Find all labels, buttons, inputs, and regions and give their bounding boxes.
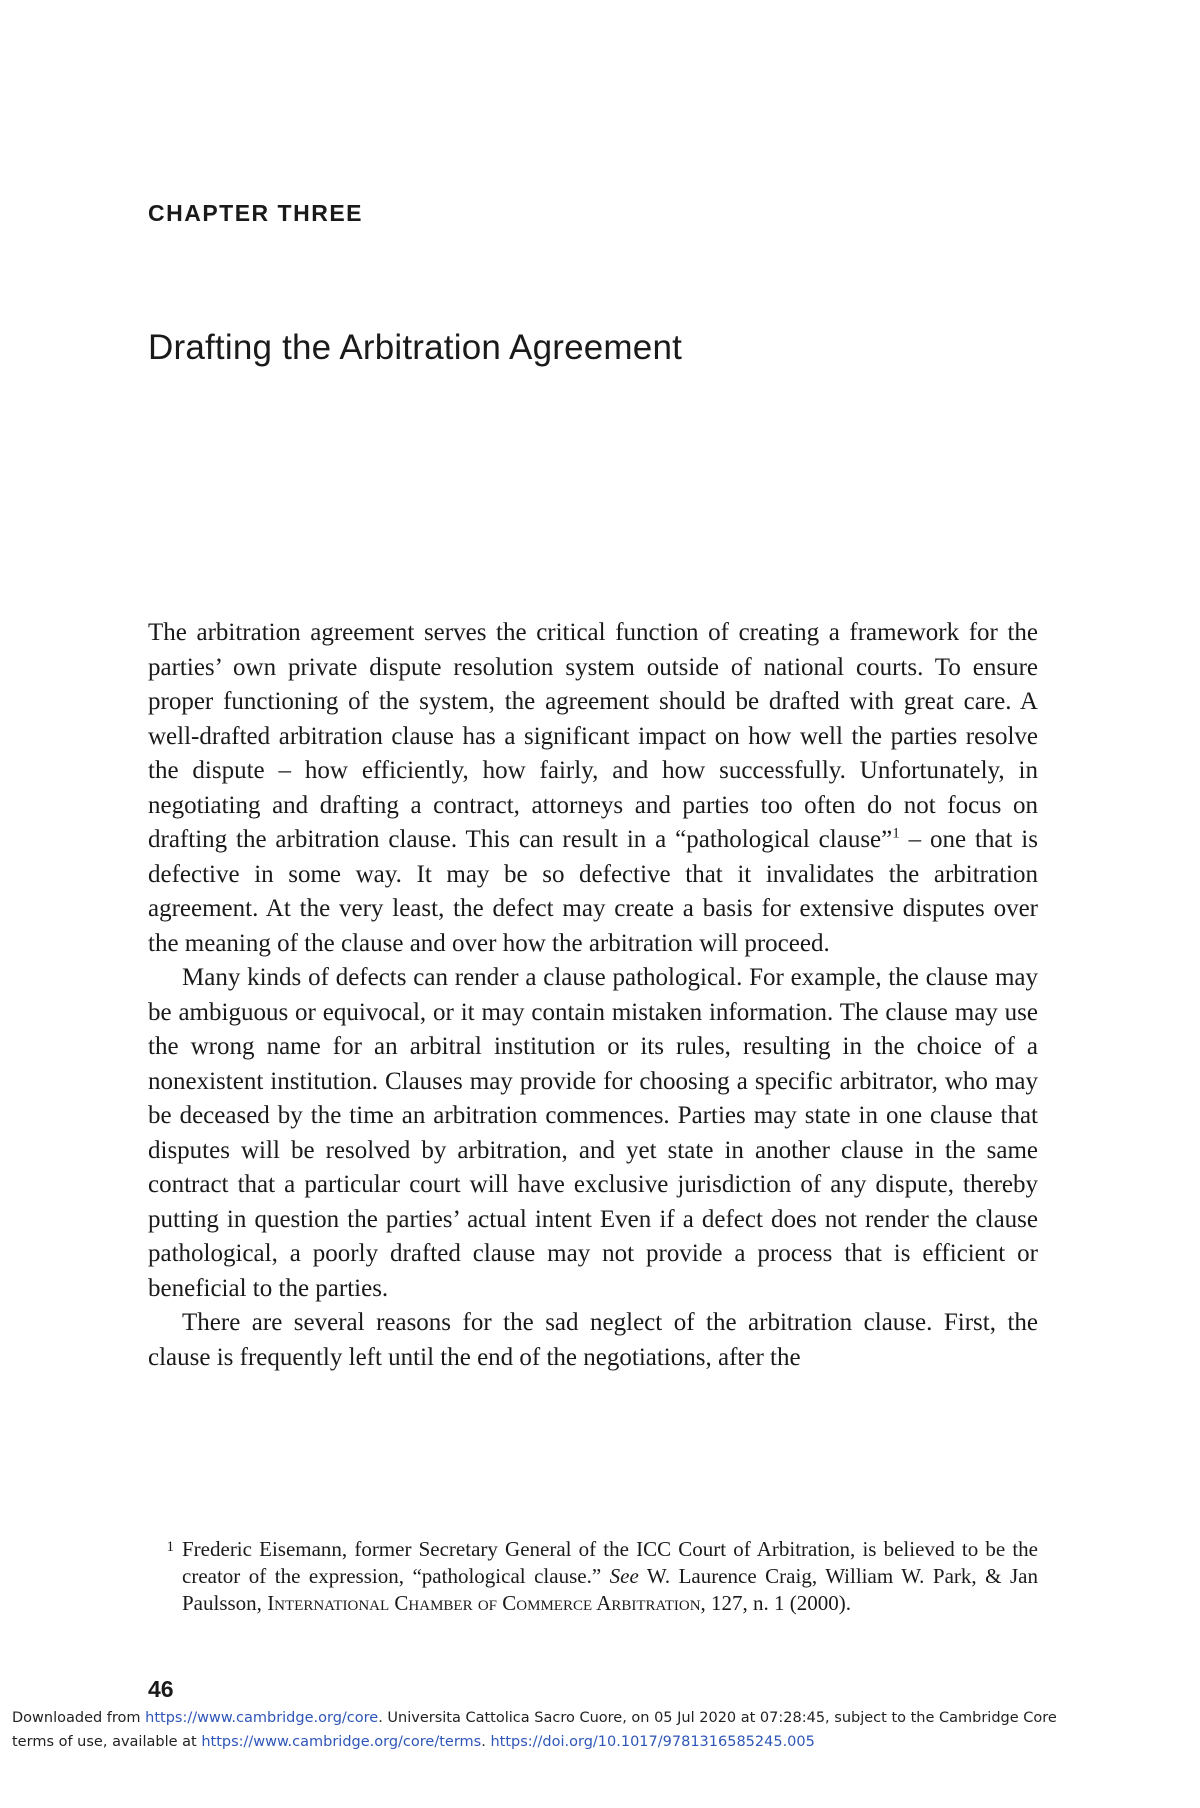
footnote-book-title: International Chamber of Commerce Arbitration (267, 1591, 701, 1615)
terms-link[interactable]: https://www.cambridge.org/core/terms (201, 1734, 482, 1750)
footnote-1 (148, 1536, 1038, 1617)
paragraph-1-text-a: The arbitration agreement serves the critical function of creating a framework for the parties’ own private dispute resolution system outside of national courts. To ensure proper functioning of the system, the agreement should be drafted with great care. A well-drafted arbitration clause has a significant impact on how well the parties resolve the dispute – how efficiently, how fairly, and how successfully. Unfortunately, in negotiating and drafting a contract, attorneys and parties too often do not focus on drafting the arbitration clause. This can result in a “pathological clause” (148, 619, 1038, 853)
paragraph-1-text-b: – one that is defective in some way. It may be so defective that it invalidates the arbitration agreement. At the very least, the defect may create a basis for extensive disputes over the meaning of the clause and over how the arbitration will proceed. (148, 826, 1038, 957)
chapter-label: CHAPTER THREE (148, 200, 364, 226)
download-notice (12, 1706, 1188, 1754)
footnote-text-c: , 127, n. 1 (2000). (700, 1591, 852, 1615)
paragraph-3: There are several reasons for the sad neglect of the arbitration clause. First, the clause is frequently left until the end of the negotiations, after the (148, 1309, 1038, 1371)
page-number: 46 (148, 1676, 174, 1702)
footnote-text-b: W. Laurence Craig, William W. Park, & Jan Paulsson, (182, 1564, 1038, 1615)
download-notice-line-2 (12, 1730, 1188, 1754)
chapter-title: Drafting the Arbitration Agreement (148, 328, 683, 367)
footnote-reference-1[interactable]: 1 (892, 825, 900, 842)
download-prefix: Downloaded from (12, 1710, 146, 1726)
terms-prefix: terms of use, available at (12, 1734, 202, 1750)
paragraph-1 (148, 616, 1038, 961)
terms-separator: . (481, 1734, 491, 1750)
footnote-text (182, 1536, 1038, 1617)
footnote-text-a: Frederic Eisemann, former Secretary General of the ICC Court of Arbitration, is believed to be the creator of the expression, “pathological clause.” (182, 1537, 1038, 1588)
doi-link[interactable]: https://doi.org/10.1017/9781316585245.005 (490, 1734, 815, 1750)
footnote-see: See (609, 1564, 639, 1588)
footnote-number: 1 (166, 1539, 174, 1555)
body-text (148, 616, 1038, 1375)
download-notice-line-1 (12, 1706, 1188, 1730)
paragraph-2: Many kinds of defects can render a clause pathological. For example, the clause may be ambiguous or equivocal, or it may contain mistaken information. The clause may use the wrong name for an arbitral institution or its rules, resulting in the choice of a nonexistent institution. Clauses may provide for choosing a specific arbitrator, who may be deceased by the time an arbitration commences. Parties may state in one clause that disputes will be resolved by arbitration, and yet state in another clause in the same contract that a particular court will have exclusive jurisdiction of any dispute, thereby putting in question the parties’ actual intent Even if a defect does not render the clause pathological, a poorly drafted clause may not provide a process that is efficient or beneficial to the parties. (148, 964, 1038, 1302)
cambridge-core-link[interactable]: https://www.cambridge.org/core (145, 1710, 379, 1726)
download-suffix: . Universita Cattolica Sacro Cuore, on 05 Jul 2020 at 07:28:45, subject to the Cambridge Core (378, 1710, 1057, 1726)
